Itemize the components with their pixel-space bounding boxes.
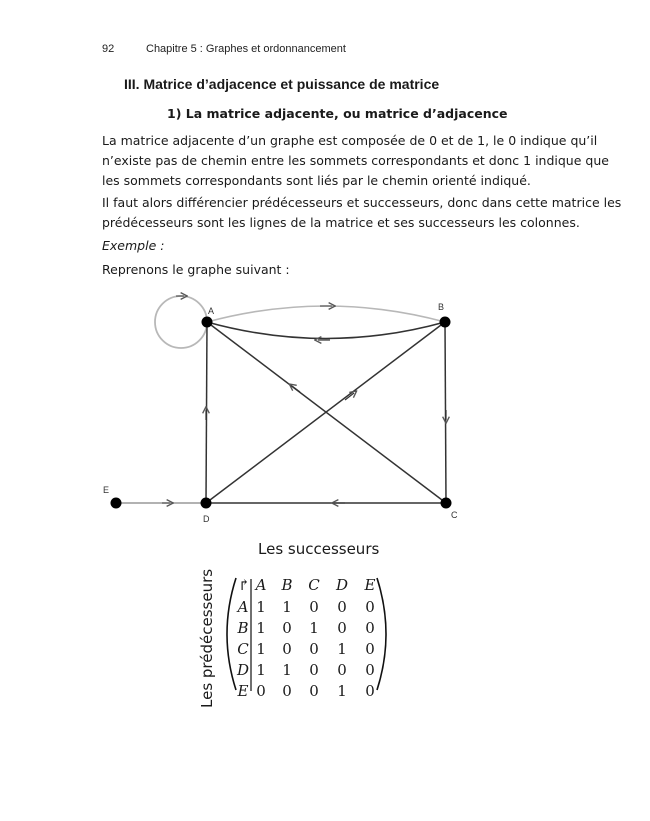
- matrix-cell: 1: [337, 682, 347, 700]
- matrix-cell: 0: [282, 682, 292, 700]
- vertex-label-d: D: [203, 514, 210, 524]
- matrix-cell: 0: [337, 598, 347, 616]
- matrix-col-header: B: [281, 576, 293, 594]
- matrix-cell: 1: [256, 640, 266, 658]
- graph-intro: Reprenons le graphe suivant :: [102, 262, 290, 277]
- matrix-cell: 1: [282, 661, 292, 679]
- matrix-col-header: A: [255, 576, 267, 594]
- matrix-row-header: D: [236, 661, 250, 679]
- matrix-row-header: E: [237, 682, 249, 700]
- matrix-cell: 0: [256, 682, 266, 700]
- matrix-cell: 0: [337, 661, 347, 679]
- matrix-cell: 0: [282, 640, 292, 658]
- matrix-cell: 1: [282, 598, 292, 616]
- matrix-cell: 0: [365, 598, 375, 616]
- matrix-cell: 1: [256, 661, 266, 679]
- chapter-header: Chapitre 5 : Graphes et ordonnancement: [146, 43, 346, 55]
- matrix-row-header: B: [237, 619, 249, 637]
- matrix-corner: ↱: [237, 576, 251, 594]
- matrix-cell: 0: [309, 682, 319, 700]
- section-title: III. Matrice d’adjacence et puissance de matrice: [124, 76, 440, 92]
- matrix-cell: 0: [365, 682, 375, 700]
- matrix-cell: 1: [337, 640, 347, 658]
- matrix-cell: 1: [256, 598, 266, 616]
- vertex-label-b: B: [438, 302, 445, 312]
- matrix-cell: 0: [365, 640, 375, 658]
- matrix-col-header: C: [308, 576, 320, 594]
- subsection-title: 1) La matrice adjacente, ou matrice d’adjacence: [167, 106, 508, 121]
- matrix-cell: 0: [337, 619, 347, 637]
- matrix-cell: 0: [282, 619, 292, 637]
- matrix-col-header: D: [335, 576, 349, 594]
- matrix-row-header: C: [237, 640, 249, 658]
- matrix-cell: 0: [365, 661, 375, 679]
- vertex-label-a: A: [208, 306, 215, 316]
- matrix-cell: 1: [309, 619, 319, 637]
- paragraph-2-line: prédécesseurs sont les lignes de la matrice et ses successeurs les colonnes.: [102, 215, 580, 230]
- matrix-cell: 0: [309, 640, 319, 658]
- matrix-cell: 0: [309, 661, 319, 679]
- example-label: Exemple :: [102, 238, 165, 253]
- paragraph-1-line: La matrice adjacente d’un graphe est composée de 0 et de 1, le 0 indique qu’il: [102, 133, 598, 148]
- paragraph-1-line: les sommets correspondants sont liés par le chemin orienté indiqué.: [102, 173, 531, 188]
- matrix-col-header: E: [364, 576, 376, 594]
- matrix-cell: 0: [309, 598, 319, 616]
- vertex-label-c: C: [451, 510, 458, 520]
- matrix-cell: 1: [256, 619, 266, 637]
- matrix-cell: 0: [365, 619, 375, 637]
- predecessors-label: Les prédécesseurs: [198, 568, 216, 708]
- matrix-row-header: A: [237, 598, 249, 616]
- paragraph-1-line: n’existe pas de chemin entre les sommets correspondants et donc 1 indique que: [102, 153, 609, 168]
- paragraph-2-line: Il faut alors différencier prédécesseurs et successeurs, donc dans cette matrice les: [102, 195, 622, 210]
- vertex-label-e: E: [103, 485, 110, 495]
- successors-label: Les successeurs: [258, 540, 380, 558]
- page-number: 92: [102, 43, 115, 55]
